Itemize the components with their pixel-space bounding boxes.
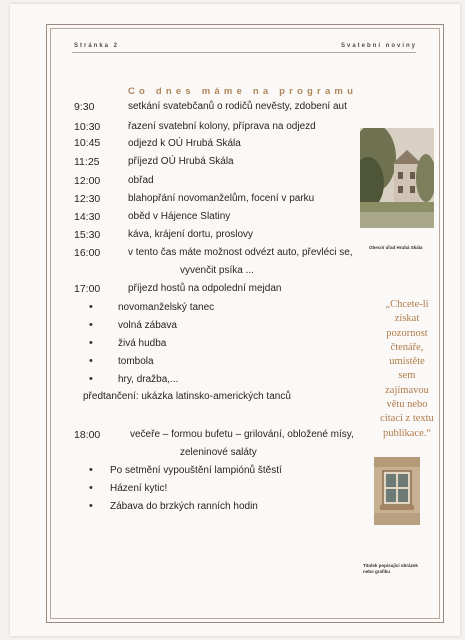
schedule-text: káva, krájení dortu, proslovy xyxy=(128,229,254,240)
schedule-time: 18:00 xyxy=(74,429,101,441)
schedule-text: blahopřání novomanželům, focení v parku xyxy=(128,193,315,204)
schedule-time: 15:30 xyxy=(74,229,101,241)
quote-line: publikace.“ xyxy=(382,427,432,439)
schedule-time: 16:00 xyxy=(74,247,101,259)
schedule-text: příjezd OÚ Hrubá Skála xyxy=(128,156,234,167)
schedule-time: 12:00 xyxy=(74,175,101,187)
schedule-text: odjezd k OÚ Hrubá Skála xyxy=(128,138,241,149)
list-item: živá hudba xyxy=(118,338,167,349)
quote-line: získat xyxy=(394,313,420,325)
photo2-caption xyxy=(363,563,418,575)
bullet-icon: • xyxy=(89,500,93,512)
quote-line: pozornost xyxy=(386,327,428,339)
schedule-time: 12:30 xyxy=(74,193,101,205)
list-item: volná zábava xyxy=(118,320,177,331)
schedule-time: 11:25 xyxy=(74,156,100,168)
schedule-time: 9:30 xyxy=(74,101,95,113)
page-number-header: Stránka 2 xyxy=(74,43,120,49)
caption-line: Titulek popisující obrázek xyxy=(363,563,418,568)
quote-line: zajímavou xyxy=(385,384,429,396)
quote-line: sem xyxy=(398,370,416,382)
quote-line: citaci z textu xyxy=(380,413,434,425)
bullet-icon: • xyxy=(89,337,93,349)
caption-line: nebo grafiku xyxy=(363,569,391,574)
schedule-text: příjezd hostů na odpolední mejdan xyxy=(128,283,282,294)
header-rule xyxy=(72,52,416,53)
schedule-time: 17:00 xyxy=(74,283,101,295)
schedule-time: 10:45 xyxy=(74,137,101,149)
program-title: Co dnes máme na programu xyxy=(128,86,358,97)
pull-quote xyxy=(366,298,448,441)
bullet-icon: • xyxy=(89,464,93,476)
town-hall-photo xyxy=(360,128,434,228)
schedule-text: oběd v Hájence Slatiny xyxy=(128,211,231,222)
quote-line: umístěte xyxy=(389,356,425,368)
schedule-text: řazení svatební kolony, příprava na odjezd xyxy=(128,121,316,132)
schedule-text-continued: zeleninové saláty xyxy=(180,447,257,458)
bullet-icon: • xyxy=(89,355,93,367)
list-item: tombola xyxy=(118,356,154,367)
list-item: hry, dražba,... xyxy=(118,374,179,385)
list-item: Po setmění vypouštění lampiónů štěstí xyxy=(110,465,282,476)
quote-line: větu nebo xyxy=(386,399,428,411)
schedule-text: v tento čas máte možnost odvézt auto, převléci se, xyxy=(128,247,353,258)
list-item: Házení kytic! xyxy=(110,483,168,494)
schedule-text-continued: vyvenčit psíka ... xyxy=(180,265,254,276)
bullet-icon: • xyxy=(89,301,93,313)
photo1-caption: Obecní úřad Hrubá Skála xyxy=(369,245,423,250)
quote-line: „Chcete-li xyxy=(385,299,429,310)
bullet-icon: • xyxy=(89,319,93,331)
schedule-text: setkání svatebčanů o rodičů nevěsty, zdobení aut xyxy=(128,101,347,112)
bullet-icon: • xyxy=(89,373,93,385)
quote-line: čtenáře, xyxy=(390,341,424,353)
newsletter-name-header: Svatební noviny xyxy=(340,43,417,49)
schedule-text: večeře – formou bufetu – grilování, obložené mísy, xyxy=(130,429,354,440)
window-facade-photo xyxy=(374,457,420,525)
bullet-icon: • xyxy=(89,482,93,494)
schedule-time: 14:30 xyxy=(74,211,101,223)
predtanceni-text: předtančení: ukázka latinsko-amerických tanců xyxy=(83,391,291,402)
list-item: Zábava do brzkých ranních hodin xyxy=(110,501,258,512)
schedule-time: 10:30 xyxy=(74,121,101,133)
list-item: novomanželský tanec xyxy=(118,302,215,313)
schedule-text: obřad xyxy=(128,175,154,186)
